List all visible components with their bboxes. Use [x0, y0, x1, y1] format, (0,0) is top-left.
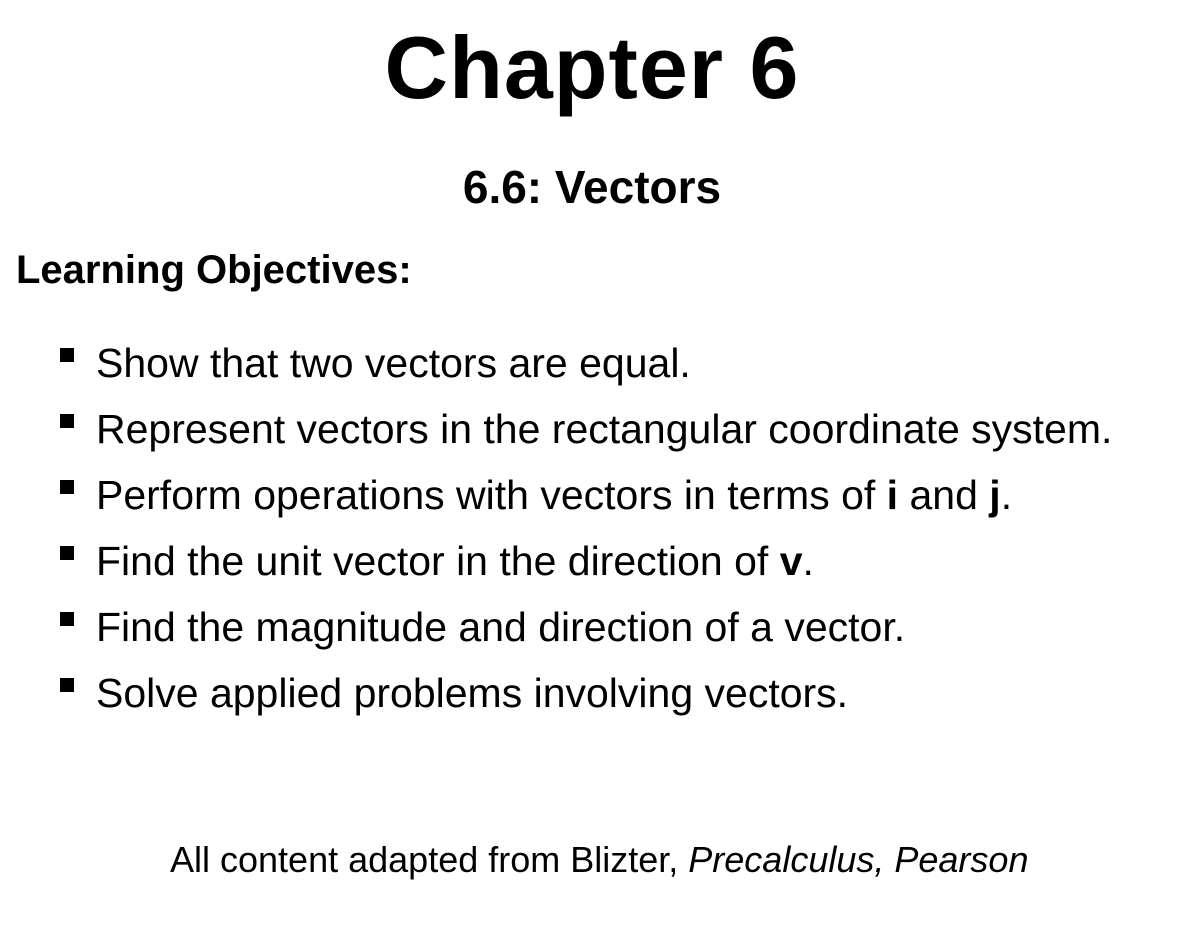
objective-text-prefix: Find the unit vector in the direction of: [96, 538, 780, 584]
objective-text-middle: and: [898, 472, 990, 518]
objective-text-suffix: .: [1000, 472, 1013, 518]
objective-item: [56, 660, 1196, 726]
objective-text: Represent vectors in the rectangular coordinate system.: [96, 406, 1113, 452]
objective-vector-v: v: [779, 538, 803, 584]
attribution: [170, 839, 1029, 880]
bullet-icon: [60, 612, 74, 626]
bullet-icon: [60, 414, 74, 428]
objective-text: Show that two vectors are equal.: [96, 340, 691, 386]
attribution-prefix: All content adapted from Blizter,: [170, 839, 689, 880]
objectives-list: [56, 330, 1196, 726]
objective-item: [56, 330, 1196, 396]
objective-item: [56, 462, 1196, 528]
objective-text-suffix: .: [802, 538, 814, 584]
objective-item: [56, 528, 1196, 594]
objective-text-prefix: Perform operations with vectors in terms of: [96, 472, 887, 518]
objective-item: [56, 396, 1136, 462]
chapter-title: Chapter 6: [384, 18, 800, 117]
bullet-icon: [60, 480, 74, 494]
objective-text: Find the magnitude and direction of a vector.: [96, 604, 906, 650]
bullet-icon: [60, 348, 74, 362]
bullet-icon: [60, 678, 74, 692]
objective-item: [56, 594, 1196, 660]
bullet-icon: [60, 546, 74, 560]
learning-objectives-heading: Learning Objectives:: [16, 248, 412, 292]
objective-text: Solve applied problems involving vectors.: [96, 670, 849, 716]
attribution-publisher: Pearson: [884, 839, 1029, 880]
section-title: 6.6: Vectors: [462, 161, 722, 213]
objective-vector-i: i: [886, 472, 899, 518]
objective-vector-j: j: [989, 472, 1001, 518]
attribution-book-title: Precalculus,: [688, 839, 885, 880]
